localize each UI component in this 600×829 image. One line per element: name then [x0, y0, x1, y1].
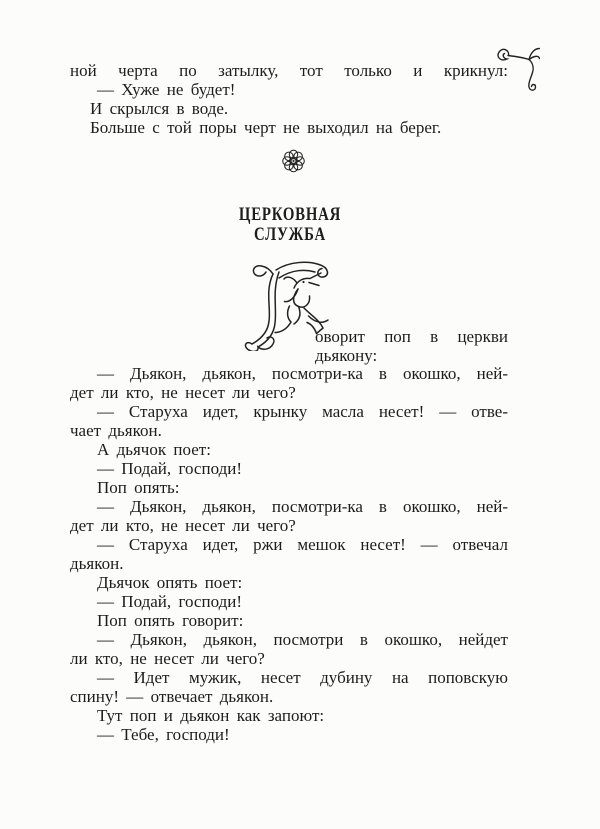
story-body [70, 364, 508, 744]
text-line: дьякон. [70, 554, 124, 573]
text-line: — Старуха идет, крынку масла несет! — отве- [97, 402, 508, 421]
text-line: Поп опять: [97, 478, 180, 497]
text-line: дьякону: [315, 346, 378, 365]
rosette-ornament [281, 146, 306, 175]
text-line: — Старуха идет, ржи мешок несет! — отвечал [97, 535, 508, 554]
text-line: — Идет мужик, несет дубину на поповскую [97, 668, 508, 687]
text-line: дет ли кто, не несет ли чего? [70, 516, 296, 535]
text-line: И скрылся в воде. [90, 99, 229, 118]
text-line: — Дьякон, дьякон, посмотри-ка в окошко, ней- [97, 497, 508, 516]
text-line: оворит поп в церкви [315, 327, 508, 346]
text-line: Тут поп и дьякон как запоют: [97, 706, 325, 725]
story-opening [315, 327, 508, 365]
text-line: — Дьякон, дьякон, посмотри-ка в окошко, ней- [97, 364, 508, 383]
text-line: — Тебе, господи! [97, 725, 230, 744]
text-line: — Хуже не будет! [97, 80, 236, 99]
text-line: Дьячок опять поет: [97, 573, 243, 592]
text-line: чает дьякон. [70, 421, 162, 440]
story-title-line: СЛУЖБА [254, 224, 326, 245]
text-line: дет ли кто, не несет ли чего? [70, 383, 296, 402]
story-title-line: ЦЕРКОВНАЯ [238, 204, 342, 225]
text-line: — Дьякон, дьякон, посмотри в окошко, нейдет [97, 630, 508, 649]
text-line: Поп опять говорит: [97, 611, 244, 630]
text-line: А дьячок поет: [97, 440, 211, 459]
text-line: ли кто, не несет ли чего? [70, 649, 265, 668]
text-line: спину! — отвечает дьякон. [70, 687, 274, 706]
continuation-paragraphs [70, 61, 508, 137]
text-line: — Подай, господи! [97, 459, 242, 478]
text-line: Больше с той поры черт не выходил на берег. [90, 118, 442, 137]
story-title [70, 205, 510, 245]
text-line: ной черта по затылку, тот только и крикнул: [70, 61, 508, 80]
text-line: — Подай, господи! [97, 592, 242, 611]
